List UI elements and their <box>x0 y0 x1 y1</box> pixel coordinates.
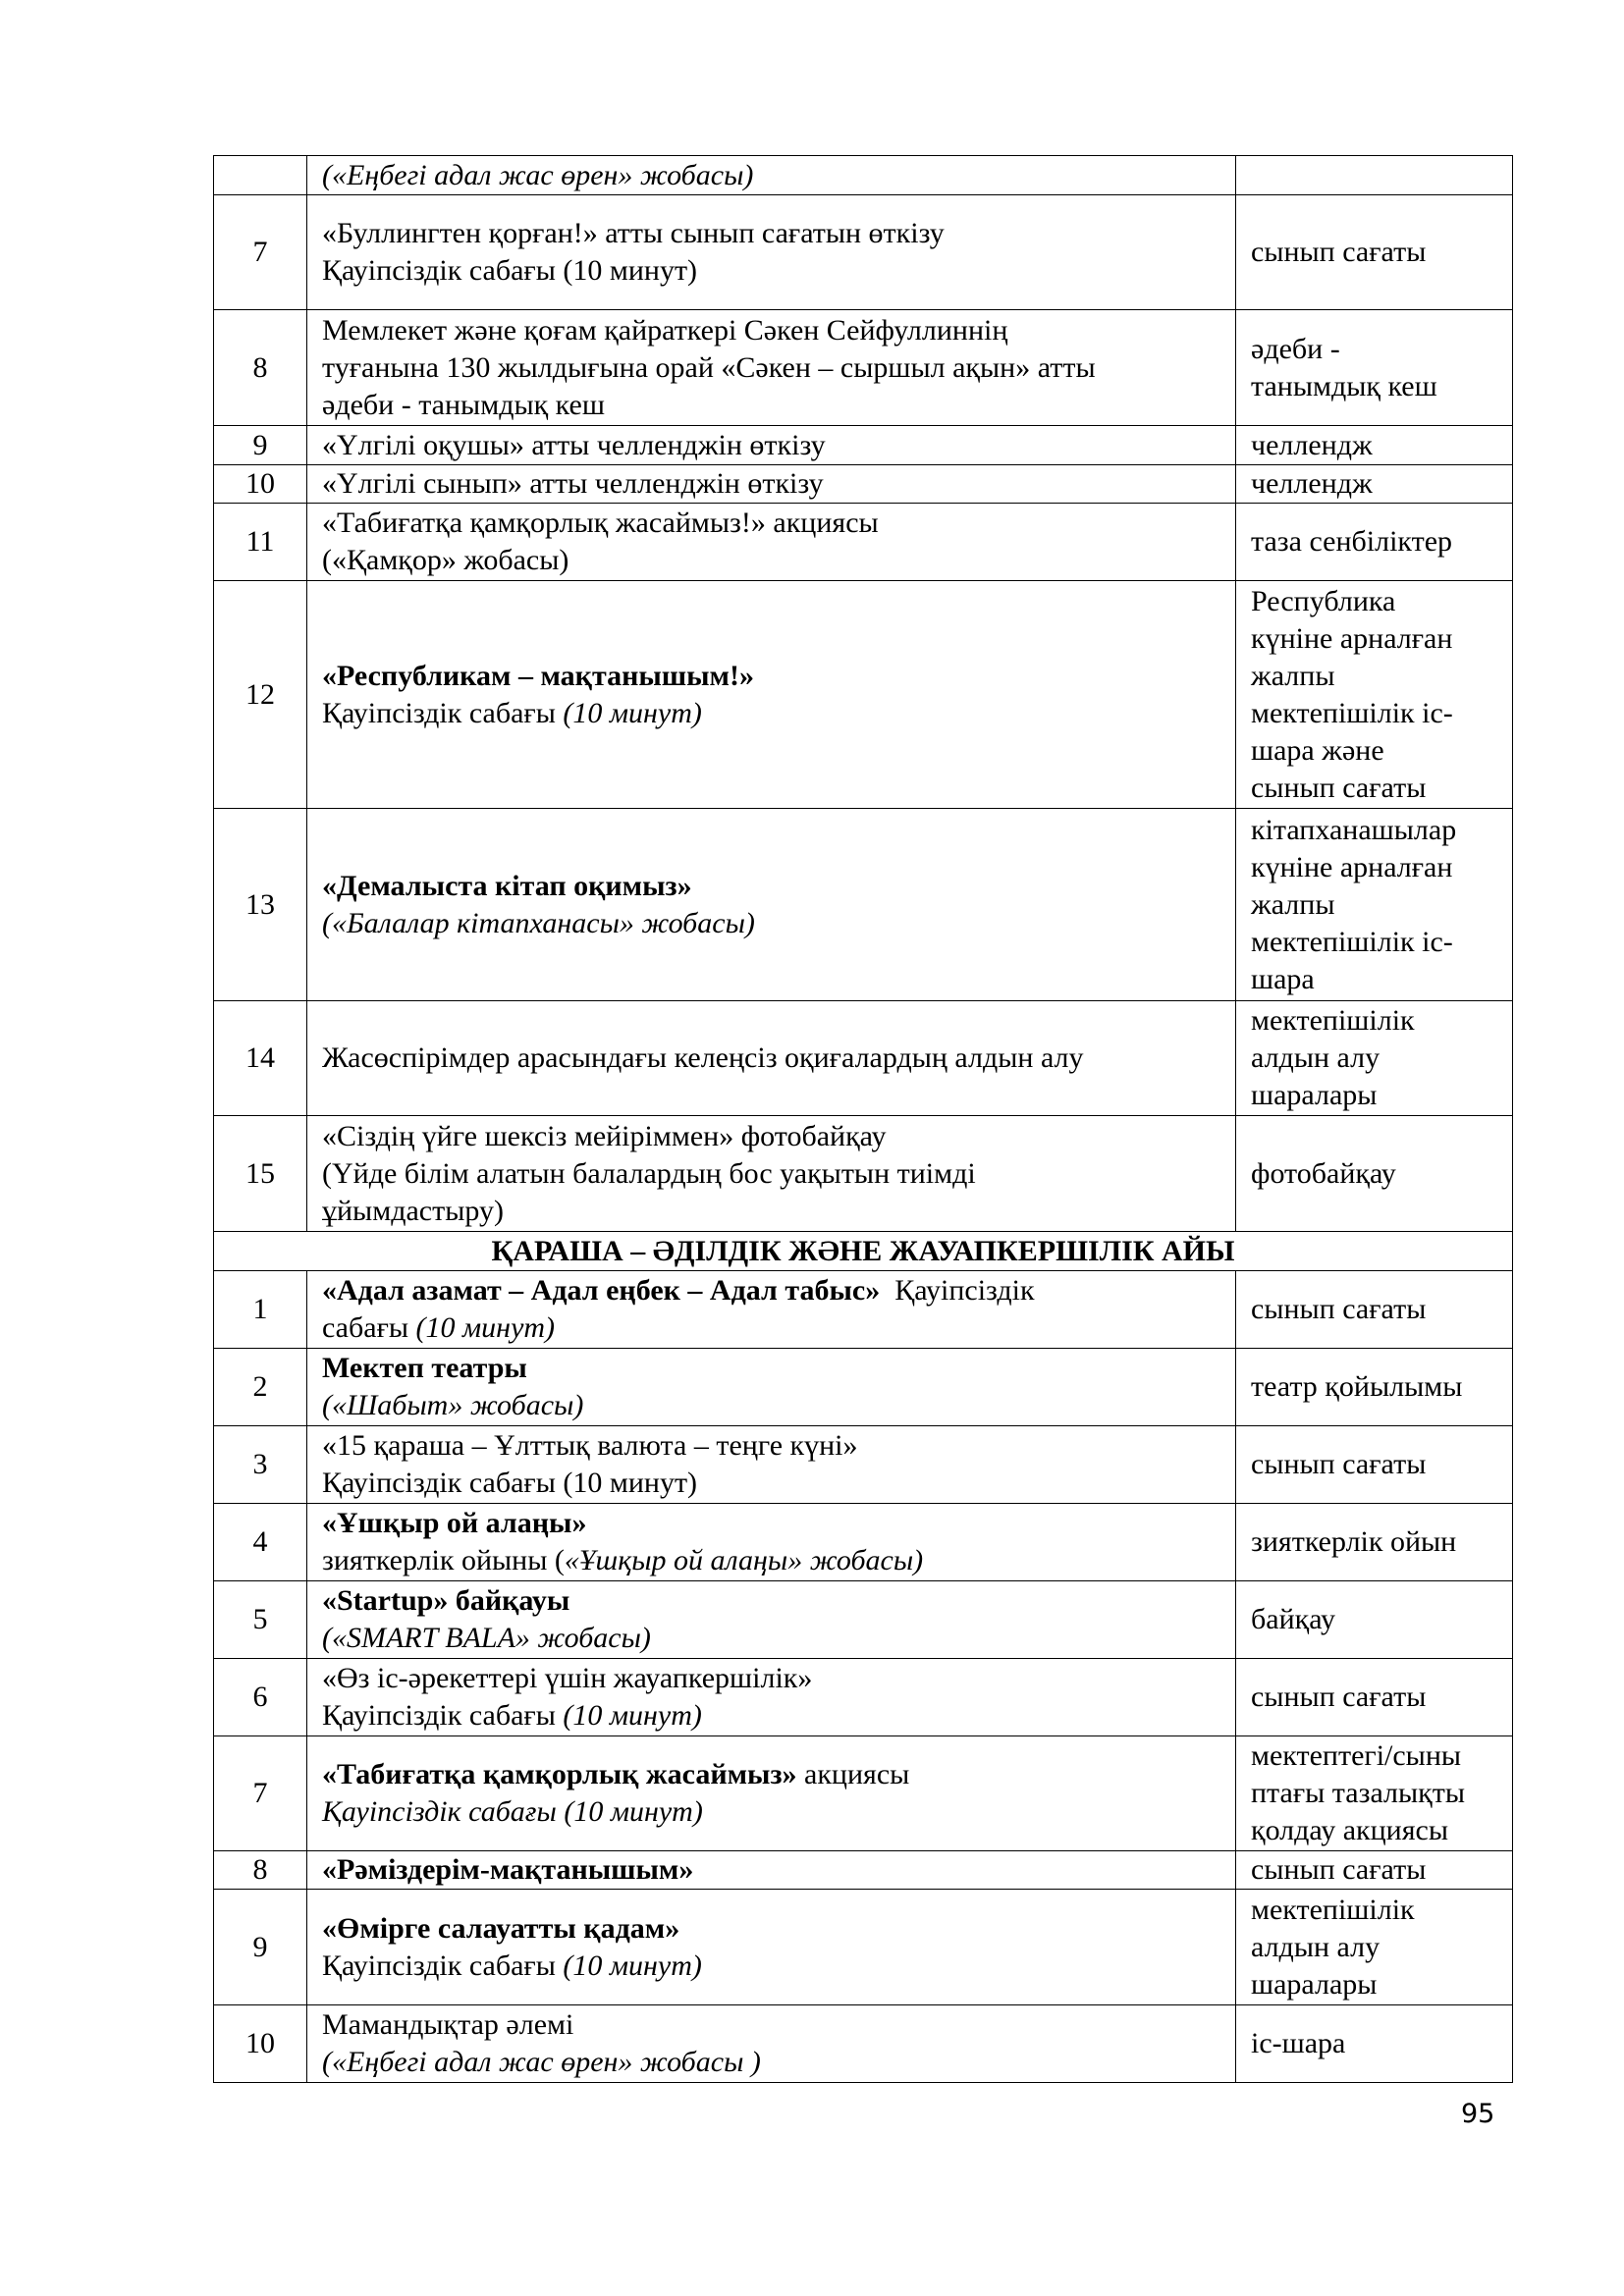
plan-table <box>213 155 1513 2083</box>
event-cell <box>307 1581 1236 1659</box>
event-cell <box>307 1890 1236 2005</box>
event-cell <box>307 504 1236 581</box>
event-text: («Шабыт» жобасы) <box>322 1389 584 1421</box>
event-line <box>322 1582 1235 1620</box>
event-line <box>322 312 1235 349</box>
event-text: «Ұшқыр ой алаңы» жобасы) <box>564 1544 924 1576</box>
form-line: күніне арналған <box>1251 621 1453 655</box>
event-cell <box>307 2005 1236 2083</box>
event-line <box>322 2006 1235 2044</box>
event-text: (Үйде білім алатын балалардың бос уақытын тиімді <box>322 1156 976 1190</box>
form-line: танымдық кеш <box>1251 369 1437 402</box>
event-text: әдеби - танымдық кеш <box>322 388 605 421</box>
event-cell <box>307 1426 1236 1504</box>
form-cell <box>1236 465 1513 504</box>
row-number <box>214 156 307 195</box>
event-line <box>322 1309 1235 1347</box>
table-row <box>214 1001 1513 1116</box>
form-line: қолдау акциясы <box>1251 1814 1448 1846</box>
event-text: (10 минут) <box>563 696 702 729</box>
row-number: 11 <box>214 504 307 581</box>
event-text: Қауіпсіздік сабағы (10 минут) <box>322 1795 703 1828</box>
form-cell <box>1236 1271 1513 1349</box>
event-line <box>322 1193 1235 1230</box>
event-line <box>322 905 1235 942</box>
event-text: («Еңбегі адал жас өрен» жобасы ) <box>322 2046 761 2078</box>
row-number: 4 <box>214 1504 307 1581</box>
form-cell <box>1236 156 1513 195</box>
event-cell <box>307 1116 1236 1232</box>
event-text: сабағы <box>322 1311 416 1344</box>
table-row <box>214 1271 1513 1349</box>
row-number: 13 <box>214 809 307 1001</box>
row-number: 12 <box>214 581 307 809</box>
form-line: әдеби - <box>1251 332 1340 365</box>
form-cell <box>1236 195 1513 310</box>
form-cell <box>1236 1426 1513 1504</box>
form-cell <box>1236 1659 1513 1736</box>
event-cell <box>307 1504 1236 1581</box>
event-text: Қауіпсіздік сабағы (10 минут) <box>322 254 698 287</box>
event-line <box>322 2044 1235 2081</box>
event-text: (10 минут) <box>563 1949 702 1982</box>
event-line <box>322 1910 1235 1948</box>
event-text: Қауіпсіздік сабағы <box>322 1949 564 1982</box>
row-number: 7 <box>214 1736 307 1851</box>
event-cell <box>307 195 1236 310</box>
event-cell <box>307 1271 1236 1349</box>
event-cell <box>307 426 1236 465</box>
event-text: «Демалыста кітап оқимыз» <box>322 869 692 902</box>
form-line: мектептегі/сыны <box>1251 1739 1462 1772</box>
form-cell <box>1236 1890 1513 2005</box>
event-line <box>322 1387 1235 1424</box>
event-line <box>322 465 1235 503</box>
table-row <box>214 504 1513 581</box>
event-line <box>322 157 1235 194</box>
form-cell <box>1236 1851 1513 1890</box>
form-cell <box>1236 1581 1513 1659</box>
event-cell <box>307 1736 1236 1851</box>
event-text: «Өз іс-әрекеттері үшін жауапкершілік» <box>322 1662 813 1694</box>
form-line: зияткерлік ойын <box>1251 1525 1457 1558</box>
event-cell <box>307 1349 1236 1426</box>
form-line: театр қойылымы <box>1251 1370 1463 1403</box>
event-line <box>322 1118 1235 1155</box>
row-number: 8 <box>214 310 307 426</box>
event-line <box>322 349 1235 387</box>
event-text: («Балалар кітапханасы» жобасы) <box>322 906 755 939</box>
form-line: мектепішілік <box>1251 1004 1415 1037</box>
table-row <box>214 156 1513 195</box>
event-text: «Сіздің үйге шексіз мейіріммен» фотобайқау <box>322 1119 887 1152</box>
event-cell <box>307 1851 1236 1890</box>
form-line: кітапханашылар <box>1251 813 1457 846</box>
table-row <box>214 581 1513 809</box>
event-cell <box>307 809 1236 1001</box>
form-line: мектепішілік <box>1251 1893 1415 1926</box>
event-cell <box>307 1659 1236 1736</box>
table-row <box>214 1349 1513 1426</box>
form-cell <box>1236 426 1513 465</box>
event-text: «Табиғатқа қамқорлық жасаймыз» <box>322 1758 797 1790</box>
event-line <box>322 542 1235 579</box>
event-line <box>322 868 1235 905</box>
event-line <box>322 1660 1235 1697</box>
event-cell <box>307 465 1236 504</box>
event-text: «Үлгілі сынып» атты челленджін өткізу <box>322 467 824 500</box>
event-line <box>322 1542 1235 1579</box>
event-line <box>322 1350 1235 1387</box>
form-cell <box>1236 504 1513 581</box>
event-text: Қауіпсіздік сабағы (10 минут) <box>322 1467 698 1499</box>
event-cell <box>307 1001 1236 1116</box>
form-line: жалпы <box>1251 887 1335 921</box>
row-number: 10 <box>214 2005 307 2083</box>
event-text: Мемлекет және қоғам қайраткері Сәкен Сейфуллиннің <box>322 313 1008 347</box>
form-line: іс-шара <box>1251 2027 1346 2059</box>
row-number: 3 <box>214 1426 307 1504</box>
row-number: 9 <box>214 426 307 465</box>
event-line <box>322 427 1235 464</box>
event-text: Жасөспірімдер арасындағы келеңсіз оқиғалардың алдын алу <box>322 1041 1084 1074</box>
event-text: «Рәміздерім-мақтанышым» <box>322 1853 694 1886</box>
form-line: шара және <box>1251 733 1384 767</box>
form-line: мектепішілік іс- <box>1251 925 1453 958</box>
form-line: сынып сағаты <box>1251 236 1427 268</box>
plan-table-body <box>214 156 1513 2083</box>
table-row <box>214 1851 1513 1890</box>
row-number: 14 <box>214 1001 307 1116</box>
form-line: байқау <box>1251 1603 1336 1635</box>
form-line: мектепішілік іс- <box>1251 696 1453 729</box>
event-text: «Startup» байқауы <box>322 1584 570 1617</box>
form-line: шаралары <box>1251 1079 1378 1111</box>
event-line <box>322 1756 1235 1793</box>
event-line <box>322 1040 1235 1077</box>
table-row <box>214 1504 1513 1581</box>
event-line <box>322 1793 1235 1831</box>
table-row <box>214 809 1513 1001</box>
form-cell <box>1236 1736 1513 1851</box>
form-line: шаралары <box>1251 1967 1378 2001</box>
form-line: жалпы <box>1251 659 1335 692</box>
table-row <box>214 310 1513 426</box>
event-text: («SMART BALA» жобасы) <box>322 1622 651 1654</box>
event-line <box>322 1697 1235 1735</box>
form-line: сынып сағаты <box>1251 1293 1427 1325</box>
form-line: сынып сағаты <box>1251 1853 1427 1886</box>
event-line <box>322 252 1235 290</box>
row-number: 6 <box>214 1659 307 1736</box>
event-line <box>322 215 1235 252</box>
form-cell <box>1236 1001 1513 1116</box>
event-text: Қауіпсіздік сабағы <box>322 1699 564 1732</box>
event-text: «Адал азамат – Адал еңбек – Адал табыс» <box>322 1274 881 1307</box>
event-text: «Республикам – мақтанышым!» <box>322 659 754 692</box>
event-line <box>322 1505 1235 1542</box>
event-text: ұйымдастыру) <box>322 1194 504 1227</box>
event-line <box>322 505 1235 542</box>
event-line <box>322 695 1235 732</box>
event-text: Қауіпсіздік <box>880 1274 1035 1307</box>
row-number: 1 <box>214 1271 307 1349</box>
row-number: 15 <box>214 1116 307 1232</box>
event-line <box>322 1948 1235 1985</box>
form-line: таза сенбіліктер <box>1251 525 1453 558</box>
event-line <box>322 1427 1235 1465</box>
table-row <box>214 195 1513 310</box>
event-text: «Табиғатқа қамқорлық жасаймыз!» акциясы <box>322 507 879 539</box>
form-line: күніне арналған <box>1251 850 1453 883</box>
form-cell <box>1236 2005 1513 2083</box>
form-line: челлендж <box>1251 428 1373 461</box>
row-number: 10 <box>214 465 307 504</box>
event-text: («Еңбегі адал жас өрен» жобасы) <box>322 158 754 191</box>
event-text: «Буллингтен қорған!» атты сынып сағатын өткізу <box>322 217 945 249</box>
event-text: зияткерлік ойыны ( <box>322 1544 565 1576</box>
table-row <box>214 1890 1513 2005</box>
page-number: 95 <box>1461 2099 1495 2129</box>
row-number: 2 <box>214 1349 307 1426</box>
form-line: челлендж <box>1251 467 1373 500</box>
table-row <box>214 426 1513 465</box>
form-cell <box>1236 581 1513 809</box>
row-number: 7 <box>214 195 307 310</box>
table-row <box>214 465 1513 504</box>
form-cell <box>1236 310 1513 426</box>
row-number: 8 <box>214 1851 307 1890</box>
section-header-row <box>214 1232 1513 1271</box>
table-row <box>214 1116 1513 1232</box>
event-line <box>322 658 1235 695</box>
row-number: 9 <box>214 1890 307 2005</box>
event-text: «Үлгілі оқушы» атты челленджін өткізу <box>322 428 826 461</box>
form-cell <box>1236 1116 1513 1232</box>
event-text: акциясы <box>796 1758 910 1790</box>
table-row <box>214 1426 1513 1504</box>
event-cell <box>307 310 1236 426</box>
form-line: сынып сағаты <box>1251 1681 1427 1713</box>
event-text: «Ұшқыр ой алаңы» <box>322 1507 587 1539</box>
event-text: «Өмірге салауатты қадам» <box>322 1911 680 1945</box>
event-line <box>322 1620 1235 1657</box>
event-text: туғанына 130 жылдығына орай «Сәкен – сыршыл ақын» атты <box>322 350 1096 384</box>
row-number: 5 <box>214 1581 307 1659</box>
form-line: алдын алу <box>1251 1930 1380 1963</box>
form-line: алдын алу <box>1251 1041 1380 1074</box>
event-text: «15 қараша – Ұлттық валюта – теңге күні» <box>322 1429 858 1462</box>
table-row <box>214 1581 1513 1659</box>
table-row <box>214 1659 1513 1736</box>
event-text: (10 минут) <box>415 1311 556 1344</box>
form-line: сынып сағаты <box>1251 1448 1427 1480</box>
event-text: Мамандықтар әлемі <box>322 2008 574 2041</box>
table-row <box>214 1736 1513 1851</box>
event-line <box>322 1155 1235 1193</box>
form-line: шара <box>1251 962 1315 995</box>
event-text: Мектеп театры <box>322 1352 527 1384</box>
form-cell <box>1236 1349 1513 1426</box>
event-text: (10 минут) <box>563 1699 702 1732</box>
form-cell <box>1236 1504 1513 1581</box>
form-line: Республика <box>1251 584 1396 617</box>
form-cell <box>1236 809 1513 1001</box>
event-text: Қауіпсіздік сабағы <box>322 696 564 729</box>
table-row <box>214 2005 1513 2083</box>
event-cell <box>307 581 1236 809</box>
event-line <box>322 387 1235 424</box>
event-line <box>322 1465 1235 1502</box>
event-cell <box>307 156 1236 195</box>
form-line: птағы тазалықты <box>1251 1777 1465 1809</box>
event-line <box>322 1272 1235 1309</box>
event-text: («Қамқор» жобасы) <box>322 544 569 576</box>
section-title: ҚАРАША – ӘДІЛДІК ЖӘНЕ ЖАУАПКЕРШІЛІК АЙЫ <box>214 1232 1513 1271</box>
form-line: сынып сағаты <box>1251 771 1427 804</box>
event-line <box>322 1851 1235 1889</box>
form-line: фотобайқау <box>1251 1156 1396 1190</box>
